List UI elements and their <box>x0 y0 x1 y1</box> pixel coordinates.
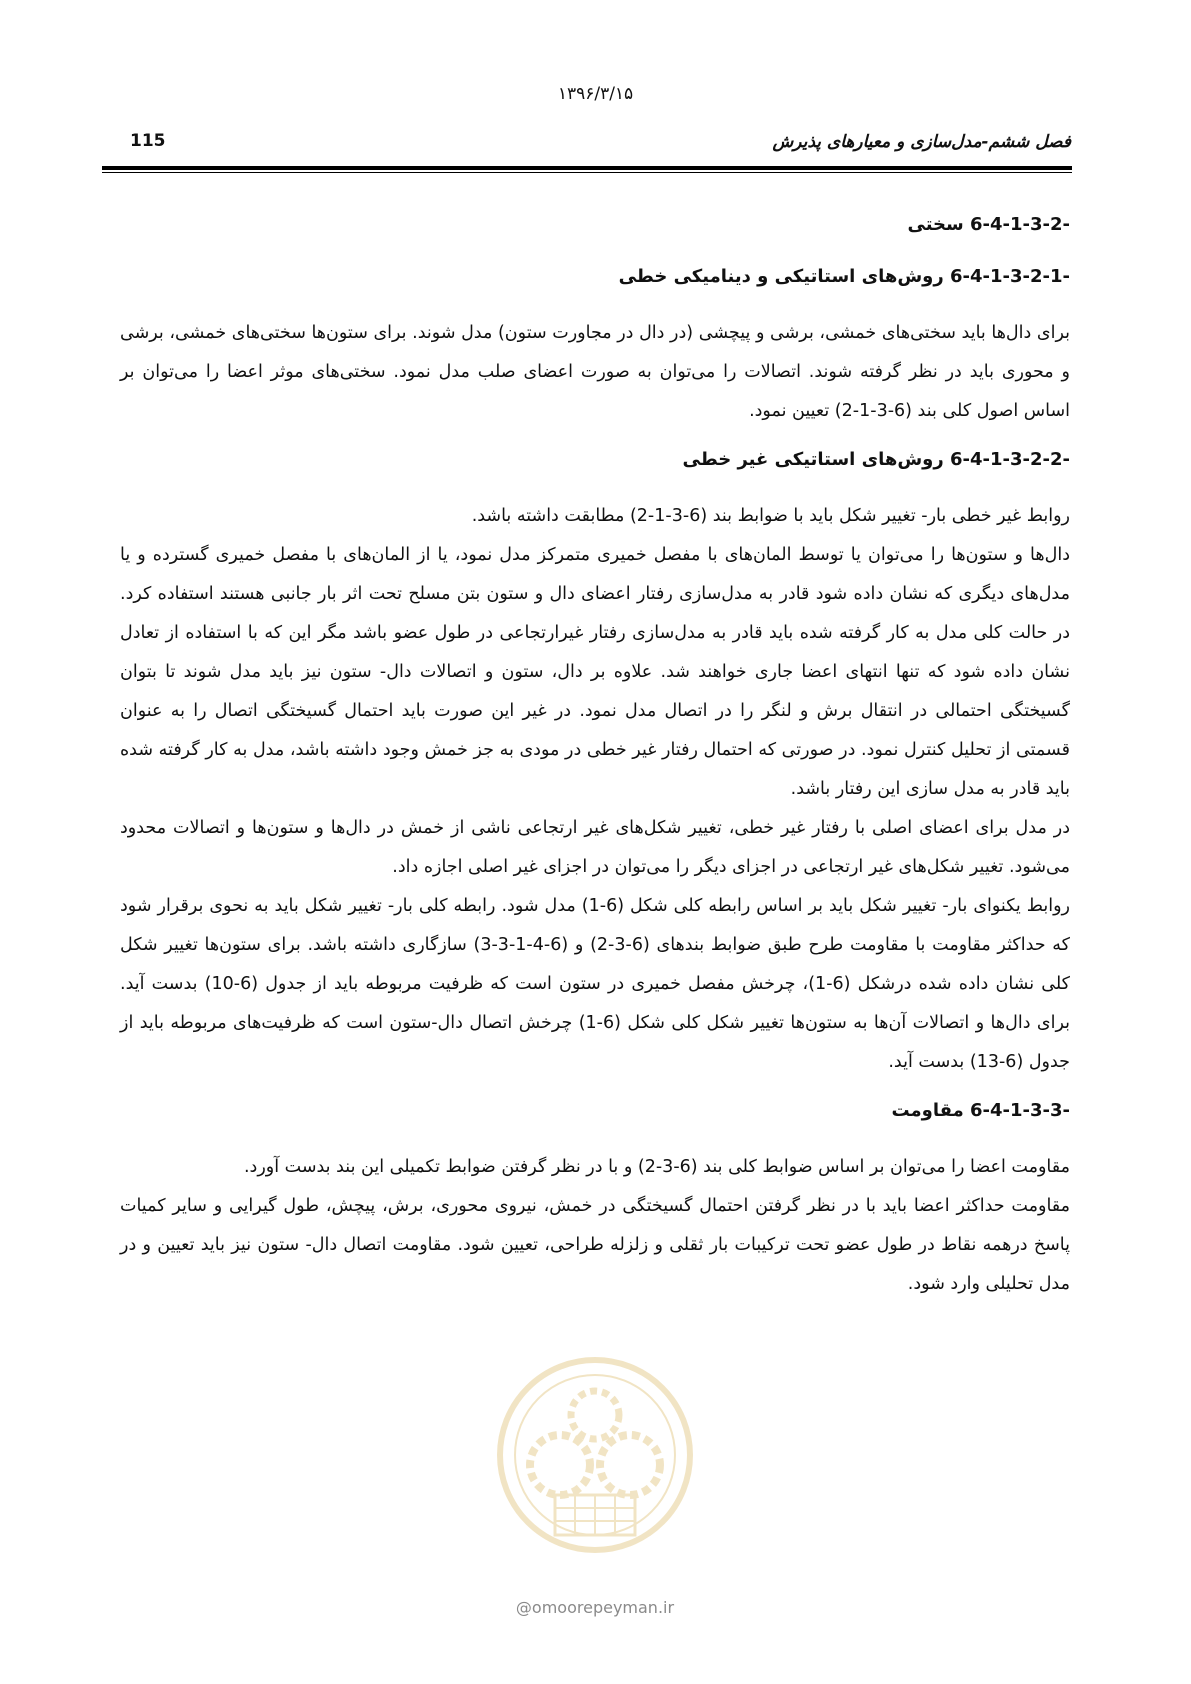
section-number: 6-4-1-3-2- <box>970 214 1070 235</box>
print-date: ۱۳۹۶/۳/۱۵ <box>557 84 634 104</box>
watermark-url: @omoorepeyman.ir <box>515 1598 675 1617</box>
body-paragraph: در مدل برای اعضای اصلی با رفتار غیر خطی، تغییر شکل‌های غیر ارتجاعی ناشی از خمش در دال‌ها و ستون‌ها و اتصالات محدود می‌شود. تغییر شکل‌های غیر ارتجاعی در اجزای دیگر را می‌توان در اجزای غیر اصلی اجازه داد. <box>120 818 1070 877</box>
section-title: روش‌های استاتیکی و دینامیکی خطی <box>618 266 944 287</box>
section-number: 6-4-1-3-3- <box>970 1100 1070 1121</box>
body-paragraph: برای دال‌ها باید سختی‌های خمشی، برشی و پیچشی (در دال در مجاورت ستون) مدل شوند. برای ستون‌ها سختی‌های خمشی، برشی و محوری باید در نظر گرفته شوند. اتصالات را می‌توان به صورت اعضای صلب مدل نمود. سختی‌های موثر اعضا را می‌توان بر اساس اصول کلی بند (6-3-1-2) تعیین نمود. <box>120 323 1070 421</box>
body-paragraph: روابط غیر خطی بار- تغییر شکل باید با ضوابط بند (6-3-1-2) مطابقت داشته باشد. <box>471 506 1070 526</box>
chapter-title: فصل ششم-مدل‌سازی و معیارهای پذیرش <box>772 132 1071 152</box>
section-title: روش‌های استاتیکی غیر خطی <box>682 449 944 470</box>
section-heading <box>120 262 1070 292</box>
body-paragraph: مقاومت اعضا را می‌توان بر اساس ضوابط کلی بند (6-3-2) و با در نظر گرفتن ضوابط تکمیلی این بند بدست آورد. <box>243 1157 1070 1177</box>
section-number: 6-4-1-3-2-1- <box>950 266 1070 287</box>
body-paragraph: مقاومت حداکثر اعضا باید با در نظر گرفتن احتمال گسیختگی در خمش، نیروی محوری، برش، پیچش، طول گیرایی و سایر کمیات پاسخ درهمه نقاط در طول عضو تحت ترکیبات بار ثقلی و زلزله طراحی، تعیین شود. مقاومت اتصال دال- ستون نیز باید تعیین و در مدل تحلیلی وارد شود. <box>120 1196 1070 1294</box>
body-paragraph: روابط یکنوای بار- تغییر شکل باید بر اساس رابطه کلی شکل (6-1) مدل شود. رابطه کلی بار- تغییر شکل باید به نحوی برقرار شود که حداکثر مقاومت با مقاومت طرح طبق ضوابط بندهای (6-3-2) و (6-4-1-3-3) سازگاری داشته باشد. برای ستون‌ها تغییر شکل کلی نشان داده شده درشکل (6-1)، چرخش مفصل خمیری در ستون است که ظرفیت مربوطه باید از جدول (6-10) بدست آید. برای دال‌ها و اتصالات آن‌ها به ستون‌ها تغییر شکل کلی شکل (6-1) چرخش اتصال دال-ستون است که ظرفیت‌های مربوطه باید از جدول (6-13) بدست آید. <box>120 896 1071 1072</box>
body-paragraph: دال‌ها و ستون‌ها را می‌توان یا توسط المان‌های با مفصل خمیری متمرکز مدل نمود، یا از المان‌های با مفصل خمیری گسترده و یا مدل‌های دیگری که نشان داده شود قادر به مدل‌سازی رفتار اعضای دال و ستون بتن مسلح تحت اثر بار جانبی هستند استفاده کرد. در حالت کلی مدل به کار گرفته شده باید قادر به مدل‌سازی رفتار غیرارتجاعی در طول عضو باشد مگر این که با استفاده از تعادل نشان داده شود که تنها انتهای اعضا جاری خواهند شد. علاوه بر دال، ستون و اتصالات دال- ستون نیز باید مدل شوند تا بتوان گسیختگی احتمالی در انتقال برش و لنگر را در اتصال مدل نمود. در غیر این صورت باید احتمال گسیختگی اتصال را به عنوان قسمتی از تحلیل کنترل نمود. در صورتی که احتمال رفتار غیر خطی در مودی به جز خمش وجود داشته باشد، مدل به کار گرفته شده باید قادر به مدل سازی این رفتار باشد. <box>120 545 1070 799</box>
page-number: 115 <box>130 131 166 151</box>
section-title: مقاومت <box>891 1100 964 1121</box>
header-rule-thin <box>102 172 1072 173</box>
document-body <box>120 210 1070 1304</box>
watermark-logo-icon <box>460 1345 730 1555</box>
section-heading <box>120 210 1070 240</box>
section-heading <box>120 1096 1070 1126</box>
header-rule <box>102 166 1072 170</box>
section-number: 6-4-1-3-2-2- <box>950 449 1070 470</box>
section-heading <box>120 445 1070 475</box>
section-title: سختی <box>907 214 964 235</box>
